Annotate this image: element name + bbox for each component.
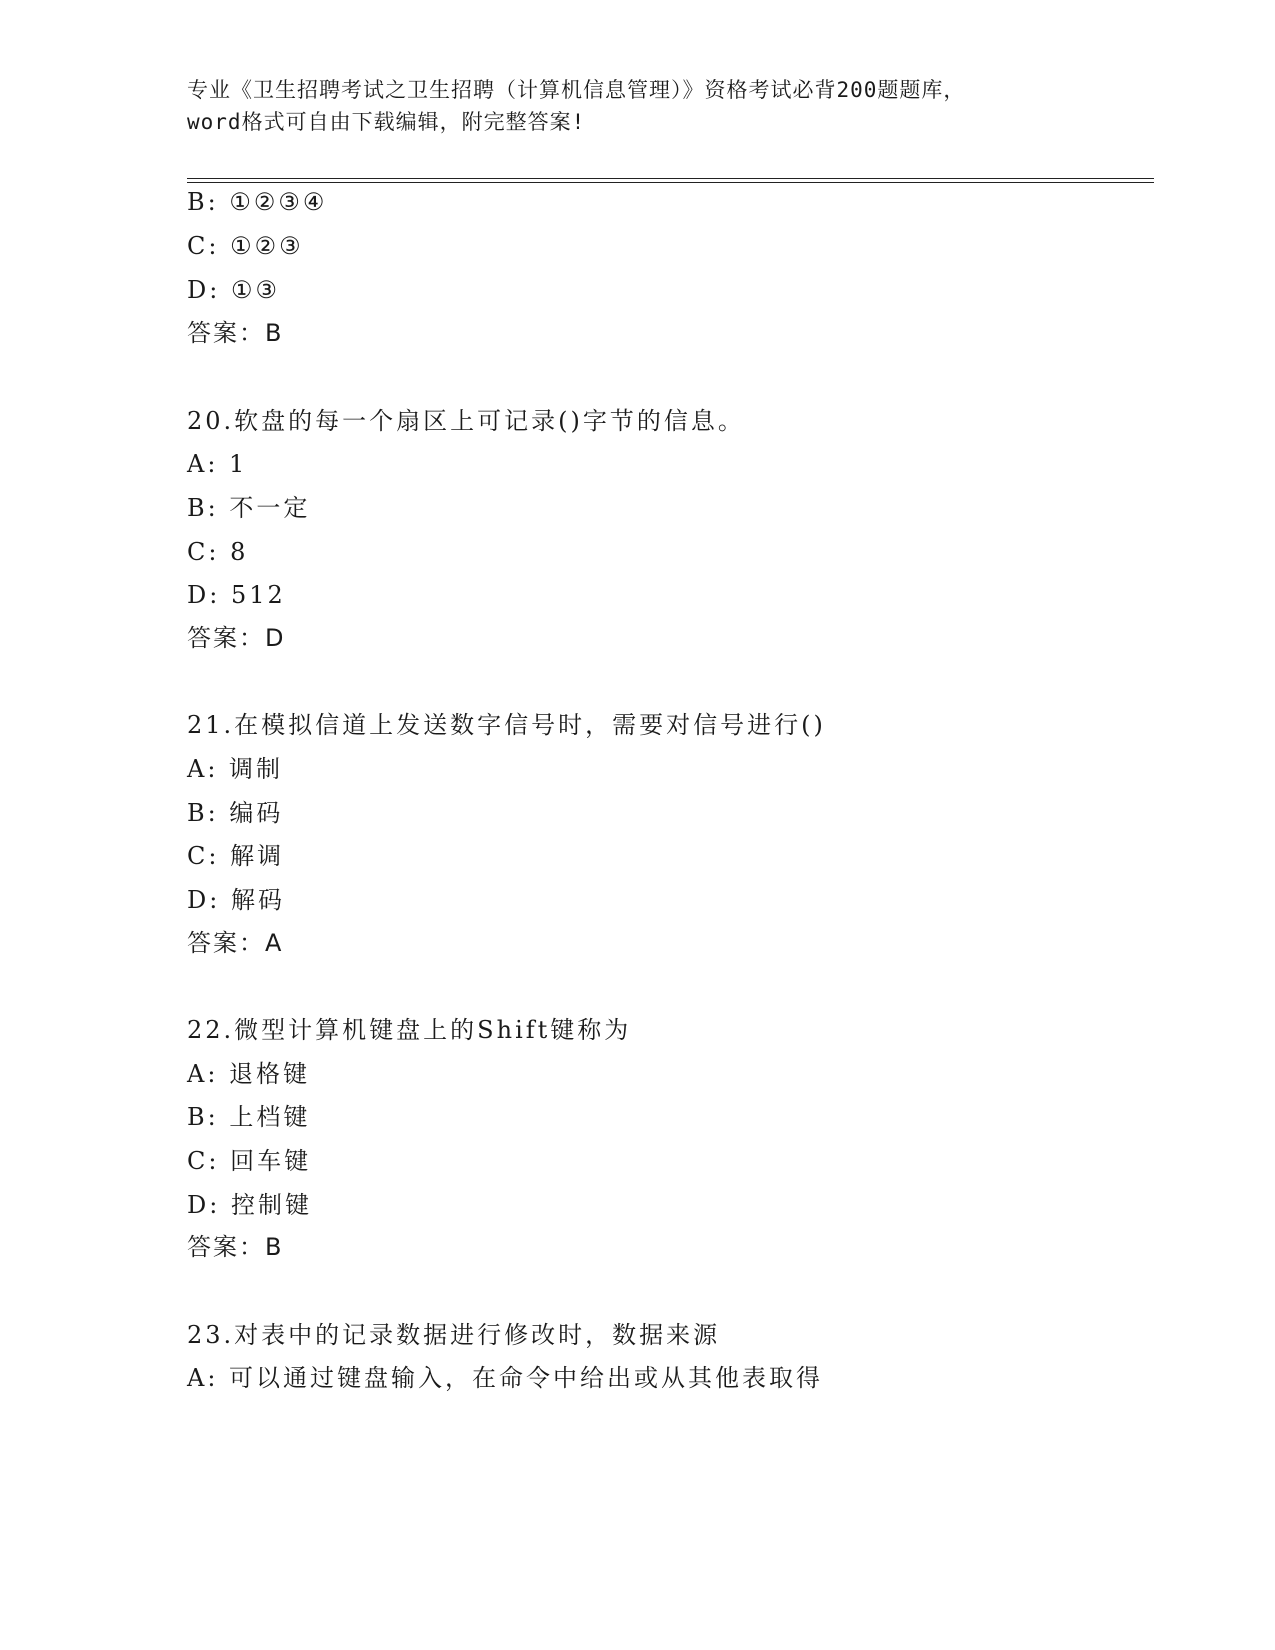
q22-stem: 22.微型计算机键盘上的Shift键称为 (187, 1016, 632, 1044)
q21-option-d: D: 解码 (187, 886, 285, 914)
q22-option-d: D: 控制键 (187, 1191, 312, 1219)
q22-option-b: B: 上档键 (187, 1103, 311, 1131)
q22-option-c: C: 回车键 (187, 1147, 312, 1175)
header-divider-thin (187, 178, 1154, 179)
q19-option-b: B: ①②③④ (187, 188, 328, 216)
q21-stem: 21.在模拟信道上发送数字信号时，需要对信号进行() (187, 711, 826, 739)
q23-stem: 23.对表中的记录数据进行修改时，数据来源 (187, 1321, 721, 1349)
q21-answer: 答案：A (187, 929, 284, 957)
q19-option-c: C: ①②③ (187, 232, 304, 260)
q22-answer: 答案：B (187, 1233, 284, 1261)
q21-option-a: A: 调制 (187, 755, 284, 783)
q22-option-a: A: 退格键 (187, 1060, 311, 1088)
q20-option-c: C: 8 (187, 538, 249, 566)
q21-option-b: B: 编码 (187, 799, 284, 827)
q21-option-c: C: 解调 (187, 842, 285, 870)
header-divider-thick (187, 182, 1154, 183)
q19-option-d: D: ①③ (187, 276, 280, 304)
q20-option-a: A: 1 (187, 450, 248, 478)
header-title-line: 专业《卫生招聘考试之卫生招聘（计算机信息管理）》资格考试必背200题题库， (187, 78, 966, 102)
q20-answer: 答案：D (187, 624, 286, 652)
q20-option-b: B: 不一定 (187, 494, 311, 522)
document-header (187, 74, 1087, 138)
q19-answer: 答案：B (187, 319, 284, 347)
q23-option-a: A: 可以通过键盘输入，在命令中给出或从其他表取得 (187, 1364, 824, 1392)
header-subtitle-line: word格式可自由下载编辑，附完整答案! (187, 110, 586, 134)
q20-option-d: D: 512 (187, 581, 286, 609)
q20-stem: 20.软盘的每一个扇区上可记录()字节的信息。 (187, 407, 745, 435)
